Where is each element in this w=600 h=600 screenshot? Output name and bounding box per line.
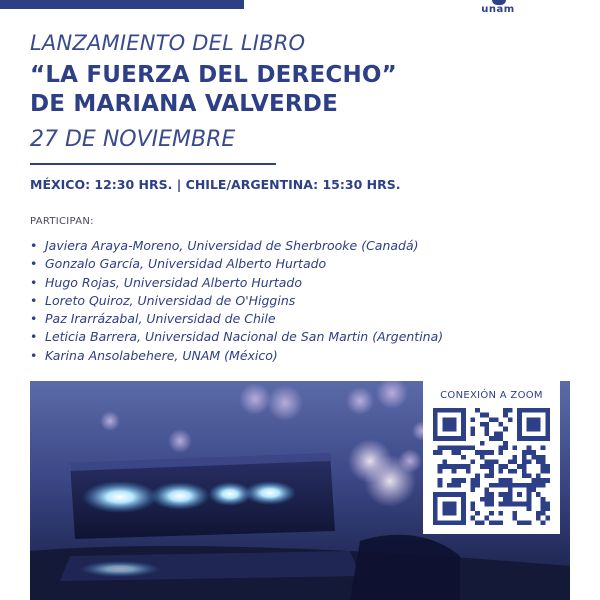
unam-logo — [472, 0, 524, 18]
list-item — [30, 310, 443, 328]
event-type: LANZAMIENTO DEL LIBRO — [30, 31, 306, 55]
zoom-qr-panel[interactable] — [423, 381, 560, 534]
top-accent-bar — [0, 0, 244, 9]
event-times: MÉXICO: 12:30 HRS. | CHILE/ARGENTINA: 15:30 HRS. — [30, 177, 401, 192]
bullet-icon: • — [30, 238, 38, 253]
event-date: 27 DE NOVIEMBRE — [30, 127, 236, 152]
participants-list — [30, 237, 443, 365]
book-title: “LA FUERZA DEL DERECHO” — [30, 62, 397, 88]
bullet-icon: • — [30, 347, 38, 363]
bullet-icon: • — [30, 311, 38, 327]
participant-name: Javiera Araya-Moreno, Universidad de Sherbrooke (Canadá) — [45, 238, 419, 253]
list-item — [30, 292, 443, 310]
participant-name: Leticia Barrera, Universidad Nacional de San Martin (Argentina) — [45, 329, 444, 345]
participant-name: Paz Irarrázabal, Universidad de Chile — [45, 311, 276, 327]
list-item — [30, 347, 443, 365]
list-item — [30, 328, 443, 346]
participant-name: Hugo Rojas, Universidad Alberto Hurtado — [45, 274, 302, 290]
zoom-label: CONEXIÓN A ZOOM — [440, 390, 543, 401]
bullet-icon: • — [30, 292, 38, 308]
list-item — [30, 255, 443, 273]
participants-heading: PARTICIPAN: — [30, 216, 94, 227]
book-author: DE MARIANA VALVERDE — [30, 91, 338, 117]
participant-name: Loreto Quiroz, Universidad de O'Higgins — [45, 292, 296, 308]
list-item — [30, 274, 443, 292]
bullet-icon: • — [30, 256, 38, 272]
bullet-icon: • — [30, 274, 38, 290]
divider — [30, 163, 276, 165]
list-item — [30, 237, 443, 255]
bullet-icon: • — [30, 329, 38, 345]
participant-name: Gonzalo García, Universidad Alberto Hurtado — [45, 256, 327, 272]
unam-logo-text: unam — [481, 4, 515, 15]
participant-name: Karina Ansolabehere, UNAM (México) — [45, 347, 278, 363]
qr-code-icon[interactable] — [433, 408, 550, 525]
